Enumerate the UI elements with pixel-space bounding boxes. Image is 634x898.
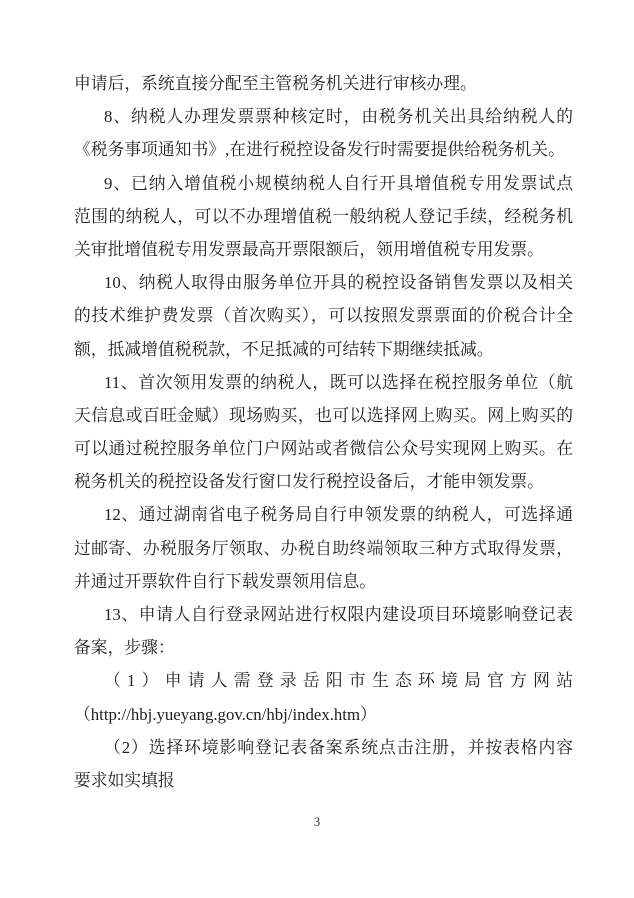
text-line: 10、纳税人取得由服务单位开具的税控设备销售发票以及相关 — [104, 273, 573, 293]
text-line: 额，抵减增值税税款，不足抵减的可结转下期继续抵减。 — [74, 339, 494, 359]
text-line: 《税务事项通知书》,在进行税控设备发行时需要提供给税务机关。 — [74, 140, 565, 160]
text-line: 8、纳税人办理发票票种核定时，由税务机关出具给纳税人的 — [104, 107, 573, 127]
text-line: 过邮寄、办税服务厅领取、办税自助终端领取三种方式取得发票， — [74, 538, 573, 558]
page-number: 3 — [313, 815, 321, 829]
text-line: （2）选择环境影响登记表备案系统点击注册，并按表格内容 — [104, 737, 573, 757]
text-line: 可以通过税控服务单位门户网站或者微信公众号实现网上购买。在 — [74, 439, 573, 459]
text-line: 申请后，系统直接分配至主管税务机关进行审核办理。 — [74, 74, 477, 93]
text-line: 备案，步骤： — [74, 638, 175, 658]
text-line: 9、已纳入增值税小规模纳税人自行开具增值税专用发票试点 — [104, 173, 573, 193]
document-body — [74, 67, 573, 797]
text-line: 税务机关的税控设备发行窗口发行税控设备后，才能申领发票。 — [74, 472, 544, 492]
text-line: （1）申请人需登录岳阳市生态环境局官方网站 — [104, 671, 573, 691]
text-line: 12、通过湖南省电子税务局自行申领发票的纳税人，可选择通 — [104, 505, 573, 525]
text-line: 并通过开票软件自行下载发票领用信息。 — [74, 571, 377, 591]
text-line: 天信息或百旺金赋）现场购买，也可以选择网上购买。网上购买的 — [74, 405, 573, 425]
text-line: 要求如实填报 — [74, 770, 175, 790]
text-line: 11、首次领用发票的纳税人，既可以选择在税控服务单位（航 — [104, 372, 573, 392]
text-line: 的技术维护费发票（首次购买），可以按照发票票面的价税合计全 — [74, 306, 573, 326]
text-line: 范围的纳税人，可以不办理增值税一般纳税人登记手续，经税务机 — [74, 206, 573, 226]
text-line: 13、申请人自行登录网站进行权限内建设项目环境影响登记表 — [104, 605, 573, 624]
text-line: （http://hbj.yueyang.gov.cn/hbj/index.htm） — [74, 704, 377, 724]
text-line: 关审批增值税专用发票最高开票限额后，领用增值税专用发票。 — [74, 239, 544, 259]
